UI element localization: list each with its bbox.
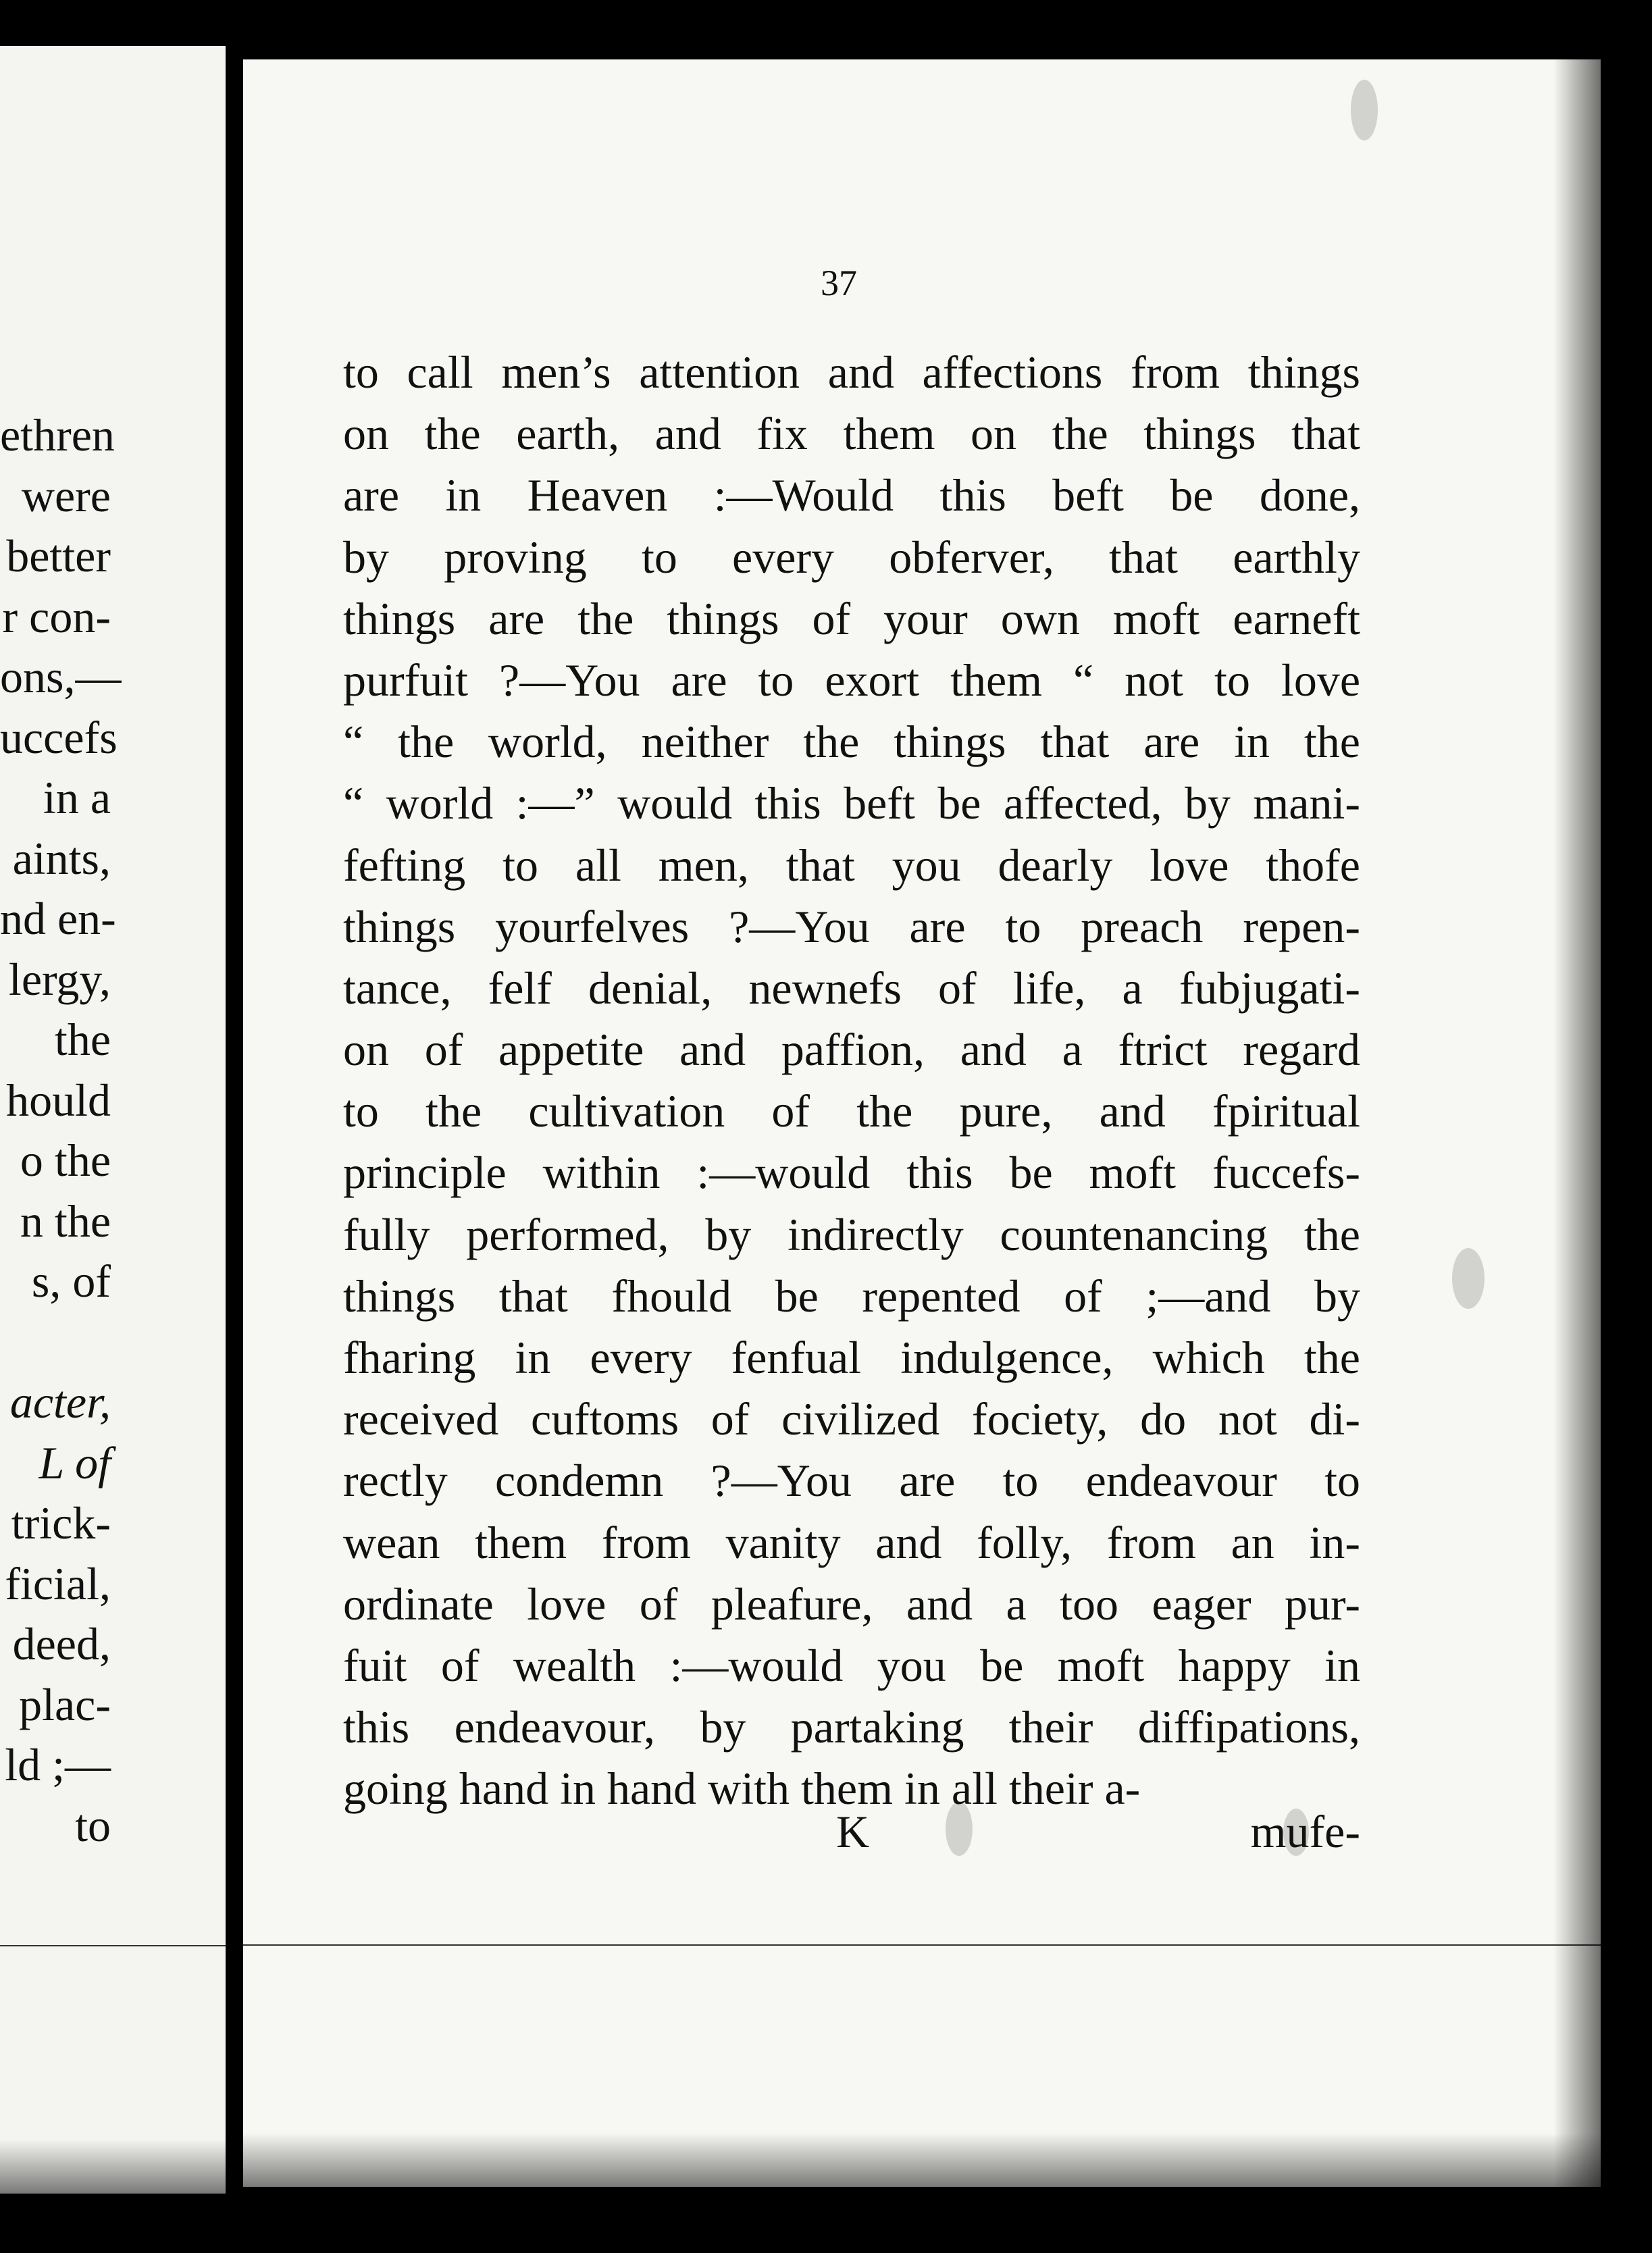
page-stain [1351, 80, 1378, 140]
text-line: to the cultivation of the pure, and fpiritual [343, 1085, 1360, 1137]
left-page-line-fragment: ld ;— [5, 1739, 111, 1790]
page-shadow [0, 2140, 226, 2194]
text-line: wean them from vanity and folly, from an in- [343, 1516, 1360, 1568]
left-page-line-fragment: trick- [11, 1497, 111, 1549]
signature-mark: K [836, 1806, 870, 1857]
left-page-line-fragment: the [54, 1014, 111, 1065]
left-page-line-fragment: nd en- [0, 893, 116, 944]
left-page-text [0, 405, 226, 1856]
text-line: rectly condemn ?—You are to endeavour to [343, 1455, 1360, 1507]
page-number: 37 [821, 263, 857, 303]
text-line: things yourfelves ?—You are to preach repen- [343, 900, 1360, 952]
left-page-line-fragment: better [6, 530, 111, 581]
page-shadow [243, 2133, 1601, 2187]
left-page-line-fragment: in a [43, 772, 111, 823]
text-line: to call men’s attention and affections from things [343, 346, 1360, 398]
left-page-line-fragment [0, 1312, 226, 1373]
left-page-line-fragment: hould [6, 1074, 111, 1126]
left-page-line-fragment: acter, [9, 1376, 111, 1428]
left-page-line-fragment: deed, [12, 1618, 111, 1669]
left-page-line-fragment: o the [20, 1135, 111, 1186]
body-text [343, 342, 1360, 1820]
text-line: by proving to every obferver, that earthly [343, 531, 1360, 583]
text-line: fully performed, by indirectly countenancing the [343, 1208, 1360, 1260]
text-line: fharing in every fenfual indulgence, which the [343, 1332, 1360, 1383]
left-page-line-fragment: ons,— [0, 651, 122, 702]
text-line: are in Heaven :—Would this beft be done, [343, 469, 1360, 521]
left-page-line-fragment: s, of [31, 1255, 111, 1307]
text-line: going hand in hand with them in all their a- [343, 1763, 1141, 1815]
left-page-line-fragment: plac- [19, 1678, 111, 1730]
text-line: things that fhould be repented of ;—and by [343, 1270, 1360, 1322]
book-gutter [226, 42, 243, 2203]
left-page-line-fragment: to [75, 1799, 111, 1851]
page-stain [1452, 1248, 1485, 1309]
text-line: fefting to all men, that you dearly love thofe [343, 839, 1360, 891]
text-line: purfuit ?—You are to exort them “ not to love [343, 654, 1360, 706]
text-line: principle within :—would this be moft fuccefs- [343, 1147, 1360, 1199]
text-line: “ the world, neither the things that are in the [343, 716, 1360, 768]
catchword: mufe- [1250, 1806, 1360, 1857]
footer-line [343, 1801, 1360, 1863]
page-edge-shadow [1553, 59, 1601, 2187]
left-page-line-fragment: L of [38, 1436, 111, 1488]
bottom-rule-left [0, 1945, 226, 1946]
left-page [0, 46, 226, 2194]
text-line: on the earth, and fix them on the things that [343, 408, 1360, 460]
text-line: things are the things of your own moft earneft [343, 592, 1360, 644]
bottom-rule-right [243, 1944, 1601, 1946]
text-line: “ world :—” would this beft be affected, by mani- [343, 777, 1360, 829]
text-line: ordinate love of pleafure, and a too eager pur- [343, 1578, 1360, 1630]
text-line: received cuftoms of civilized fociety, do not di- [343, 1393, 1360, 1445]
text-line: on of appetite and paffion, and a ftrict regard [343, 1024, 1360, 1076]
left-page-line-fragment: r con- [2, 590, 111, 642]
text-line: fuit of wealth :—would you be moft happy in [343, 1639, 1360, 1691]
left-page-line-fragment: lergy, [8, 953, 111, 1005]
left-page-line-fragment: ethren [0, 409, 115, 461]
text-line: this endeavour, by partaking their diffipations, [343, 1701, 1360, 1753]
left-page-line-fragment: ficial, [5, 1557, 111, 1609]
left-page-line-fragment: n the [20, 1195, 111, 1247]
left-page-line-fragment: aints, [12, 832, 111, 884]
text-line: tance, felf denial, newnefs of life, a fubjugati- [343, 962, 1360, 1014]
left-page-line-fragment: were [21, 469, 111, 521]
left-page-line-fragment: uccefs [0, 711, 118, 763]
